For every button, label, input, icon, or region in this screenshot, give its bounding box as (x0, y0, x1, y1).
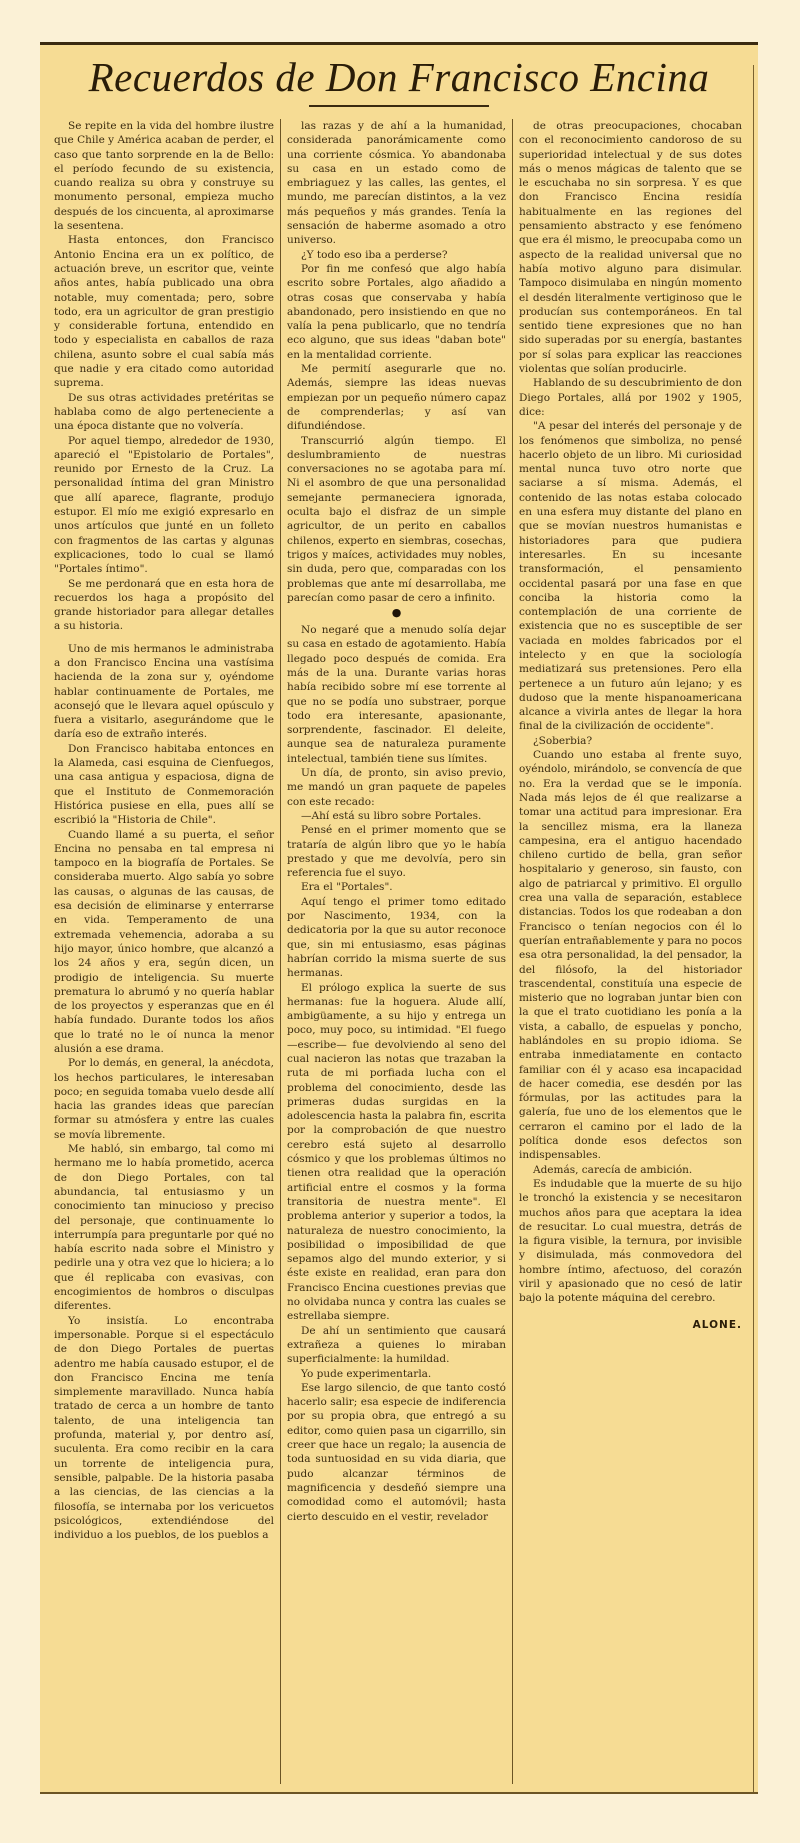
paragraph: Hablando de su descubrimiento de don Diego Portales, allá por 1902 y 1905, dice: (519, 377, 742, 418)
paragraph: ¿Soberbia? (533, 734, 593, 747)
paragraph: Me permití asegurarle que no. Además, siempre las ideas nuevas empiezan por un pequeño número capaz de comprenderlas; y así van difundiéndose. (287, 363, 506, 433)
paragraph: Cuando uno estaba al frente suyo, oyéndolo, mirándolo, se convencía de que no. Era la verdad que se le imponía. Nada más lejos de él que realizarse a tomar una actitud para impresionar. Era la sencillez misma, era la llaneza campesina, era el antiguo hacendado chileno curtido de bella, gran señor hospitalario y generoso, sin fausto, con algo de patriarcal y primitivo. El orgullo crea una valla de separación, establece distancias. Todos los que rodeaban a don Francisco o tenían negocios con él lo querían entrañablemente y para no pocos esa otra personalidad, la del pensador, la del filósofo, la del historiador trascendental, constituía una especie de misterio que no lograban juntar bien con la que el trato cuotidiano les ponía a la vista, a caballo, de espuelas y poncho, hablándoles en su propio idioma. Se entraba inmediatamente en contacto familiar con él y acaso esa incapacidad de hacer comedia, ese desdén por las fórmulas, por las actitudes para la galería, fue uno de los elementos que le cerraron el camino por el lado de la política donde esos defectos son indispensables. (519, 749, 743, 1162)
title-underline (309, 105, 489, 107)
column-3 (512, 119, 748, 1784)
paragraph: Pensé en el primer momento que se trataría de algún libro que yo le había prestado y que me devolvía, pero sin referencia fue el suyo. (287, 824, 506, 880)
paragraph: De sus otras actividades pretéritas se hablaba como de algo perteneciente a una época distante que no volvería. (54, 391, 274, 433)
column-2 (280, 119, 512, 1784)
paragraph: Además, carecía de ambición. (533, 1163, 693, 1176)
paragraph: Cuando llamé a su puerta, el señor Encina no pensaba en tal empresa ni tampoco en la biografía de Portales. Se consideraba muerto. Algo sabía yo sobre las causas, o algunas de las causas, de esa decisión de eliminarse y enterrarse en vida. Temperamento de una extremada vehemencia, adoraba a su hijo mayor, único hombre, que alcanzó a los 24 años y era, según dicen, un prodigio de inteligencia. Su muerte prematura lo abrumó y no quería hablar de los proyectos y esperanzas que en él había fundado. Durante todos los años que lo traté no le oí nunca la menor alusión a ese drama. (54, 828, 274, 1055)
paragraph: Un día, de pronto, sin aviso previo, me mandó un gran paquete de papeles con este recado: (287, 767, 506, 808)
paragraph: Por aquel tiempo, alrededor de 1930, apareció el "Epistolario de Portales", reunido por Ernesto de la Cruz. La personalidad íntima del gran Ministro que allí aparece, flagrante, produjo estupor. El mío me exigió expresarlo en unos artículos que junté en un folleto con fragmentos de las cartas y algunas explicaciones, todo lo cual se llamó "Portales íntimo". (54, 434, 274, 576)
paragraph: Uno de mis hermanos le administraba a don Francisco Encina una vastísima hacienda de la zona sur y, oyéndome hablar continuamente de Portales, me aconsejó que le llevara aquel opúsculo y fuera a visitarlo, asegurándome que le daría eso de extraño interés. (54, 642, 274, 741)
paragraph: Yo insistía. Lo encontraba impersonable. Porque si el espectáculo de don Diego Portales de puertas adentro me había causado estupor, el de don Francisco Encina me tenía simplemente maravillado. Nunca había tratado de cerca a un hombre de tanto talento, de una inteligencia tan profunda, material y, por dentro así, suculenta. Era como recibir en la cara un torrente de inteligencia pura, sensible, palpable. De la historia pasaba a las ciencias, de las ciencias a la filosofía, se internaba por los vericuetos psicológicos, extendiéndose del individuo a los pueblos, de los pueblos a (54, 1314, 274, 1542)
quote-paragraph: "A pesar del interés del personaje y de los fenómenos que simboliza, no pensé hacerlo objeto de un libro. Mi curiosidad mental nunca tuvo otro norte que saciarse a sí misma. Además, el contenido de las notas estaba colocado en una esfera muy distante del plano en que se movían nuestros humanistas e historiadores para que pudiera interesarles. En su incesante transformación, el pensamiento occidental pasará por una fase en que conciba la historia como la contemplación de una corriente de existencia que no es susceptible de ser vaciada en moldes fabricados por el intelecto y en que la sociología mediatizará sus pretensiones. Pero ella pertenece a un futuro aún lejano; y es dudoso que la mente hispanoamericana alcance a vivirla antes de llegar la hora final de la civilización de occidente". (519, 420, 742, 733)
paragraph: Don Francisco habitaba entonces en la Alameda, casi esquina de Cienfuegos, una casa antigua y espaciosa, digna de que el Instituto de Conmemoración Histórica pusiese en ella, pues allí se escribió la "Historia de Chile". (54, 742, 274, 827)
paragraph: Transcurrió algún tiempo. El deslumbramiento de nuestras conversaciones no se agotaba para mí. Ni el asombro de que una personalidad semejante permaneciera ignorada, oculta bajo el disfraz de un simple agricultor, de un perito en caballos chilenos, experto en siembras, cosechas, trigos y maíces, actividades muy nobles, sin duda, pero que, comparadas con los problemas que ante mí desarrollaba, me parecían como pasar de cero a infinito. (287, 434, 506, 604)
paragraph: Se me perdonará que en esta hora de recuerdos los haga a propósito del grande historiador para allegar detalles a su historia. (54, 577, 274, 633)
paragraph: ¿Y todo eso iba a perderse? (301, 248, 448, 261)
section-separator-bullet: ● (391, 606, 402, 620)
author-signature: ALONE. (692, 1318, 742, 1331)
paragraph: No negaré que a menudo solía dejar su casa en estado de agotamiento. Había llegado poco después de comida. Era más de la una. Durante varias horas había recibido sobre mí ese torrente al que no se podía uno substraer, porque todo era interesante, apasionante, sorprendente, fascinador. El deleite, aunque sea de naturaleza puramente intelectual, también tiene sus límites. (287, 624, 506, 765)
paragraph: Por fin me confesó que algo había escrito sobre Portales, algo añadido a otras cosas que conservaba y había abandonado, pero insistiendo en que no valía la pena publicarlo, que no tendría eco alguno, que sus ideas "daban bote" en la mentalidad corriente. (287, 262, 506, 361)
paragraph: de otras preocupaciones, chocaban con el reconocimiento candoroso de su superioridad intelectual y de sus dotes más o menos mágicas de talento que se le escuchaba no sin sorpresa. Y es que don Francisco Encina residía habitualmente en las regiones del pensamiento abstracto y ese fenómeno que era él mismo, le preocupaba como un aspecto de la realidad universal que no había motivo alguno para disimular. Tampoco disimulaba en ningún momento el desdén literalmente vertiginoso que le producían sus contemporáneos. En tal sentido tiene expresiones que no han sido superadas por su energía, bastantes por sí solas para explicar las reacciones violentas que solían producirle. (519, 120, 742, 376)
paragraph: Ese largo silencio, de que tanto costó hacerlo salir; esa especie de indiferencia por su propia obra, que entregó a su editor, como quien pasa un cigarrillo, sin creer que hace un regalo; la ausencia de toda suntuosidad en su vida diaria, que pudo alcanzar términos de magnificencia y desdeñó siempre una comodidad como el automóvil; hasta cierto descuido en el vestir, revelador (287, 1381, 506, 1523)
newspaper-clipping (40, 42, 758, 1794)
paragraph: las razas y de ahí a la humanidad, considerada panorámicamente como una corriente cósmica. Yo abandonaba su casa en un estado como de embriaguez y las calles, las gentes, el mundo, me parecían distintos, a la vez más pequeños y más grandes. Tenía la sensación de haberme asomado a otro universo. (287, 120, 506, 247)
paragraph: Se repite en la vida del hombre ilustre que Chile y América acaban de perder, el caso que tanto sorprende en la de Bello: el período fecundo de su existencia, cuando realiza su obra y construye su monumento personal, empieza mucho después de los cincuenta, al aproximarse la sesentena. (54, 120, 274, 233)
column-rule (753, 65, 754, 1792)
paragraph: —Ahí está su libro sobre Portales. (301, 809, 482, 822)
paragraph: Era el "Portales". (301, 881, 393, 894)
paragraph: Es indudable que la muerte de su hijo le tronchó la existencia y se necesitaron muchos años para que aceptara la idea de resucitar. Lo cual muestra, detrás de la figura visible, la ternura, por invisible y disimulada, más conmovedora del hombre íntimo, afectuoso, del corazón viril y apasionado que no cesó de latir bajo la potente máquina del cerebro. (519, 1177, 742, 1305)
paragraph: Hasta entonces, don Francisco Antonio Encina era un ex político, de actuación breve, un escritor que, veinte años antes, había publicado una obra notable, muy comentada; pero, sobre todo, era un agricultor de gran prestigio y considerable fortuna, entendido en todo y especialista en caballos de raza chilena, asunto sobre el cual sabía más que nadie y era citado como autoridad suprema. (54, 234, 274, 390)
paragraph: De ahí un sentimiento que causará extrañeza a quienes lo miraban superficialmente: la humildad. (287, 1324, 506, 1366)
column-1 (48, 119, 280, 1784)
article-title: Recuerdos de Don Francisco Encina (88, 54, 710, 100)
paragraph: Me habló, sin embargo, tal como mi hermano me lo había prometido, acerca de don Diego Portales, con tal abundancia, tal entusiasmo y un conocimiento tan minucioso y preciso del personaje, que continuamente lo interrumpía para preguntarle por qué no había escrito nada sobre el Ministro y pedirle una y otra vez que lo hiciera; a lo que él replicaba con evasivas, con encogimientos de hombros o disculpas diferentes. (54, 1143, 274, 1313)
paragraph: Yo pude experimentarla. (301, 1367, 432, 1380)
paragraph: El prólogo explica la suerte de sus hermanas: fue la hoguera. Alude allí, ambigüamente, a su hijo y entrega un poco, muy poco, su intimidad. "El fuego —escribe— fue devolviendo al seno del cual nacieron las notas que trazaban la ruta de mi porfiada lucha con el problema del conocimiento, desde las primeras dudas surgidas en la adolescencia hasta la palabra fin, escrita por la comprobación de que nuestro cerebro está sujeto al desarrollo cósmico y que los problemas últimos no tienen otra realidad que la operación artificial entre el cosmos y la forma transitoria de nuestra mente". El problema anterior y superior a todos, la naturaleza de nuestro conocimiento, la posibilidad o imposibilidad de que sepamos algo del mundo exterior, y si éste existe en realidad, eran para don Francisco Encina cuestiones previas que no olvidaba nunca y contra las cuales se estrellaba siempre. (287, 981, 506, 1323)
paragraph: Por lo demás, en general, la anécdota, los hechos particulares, le interesaban poco; en seguida tomaba vuelo desde allí hacia las grandes ideas que parecían formar su atmósfera y entre las cuales se movía libremente. (54, 1057, 274, 1141)
paragraph: Aquí tengo el primer tomo editado por Nascimento, 1934, con la dedicatoria por la que su autor reconoce que, sin mi entusiasmo, esas páginas habrían corrido la misma suerte de sus hermanas. (287, 895, 506, 980)
article-body (48, 119, 748, 1784)
